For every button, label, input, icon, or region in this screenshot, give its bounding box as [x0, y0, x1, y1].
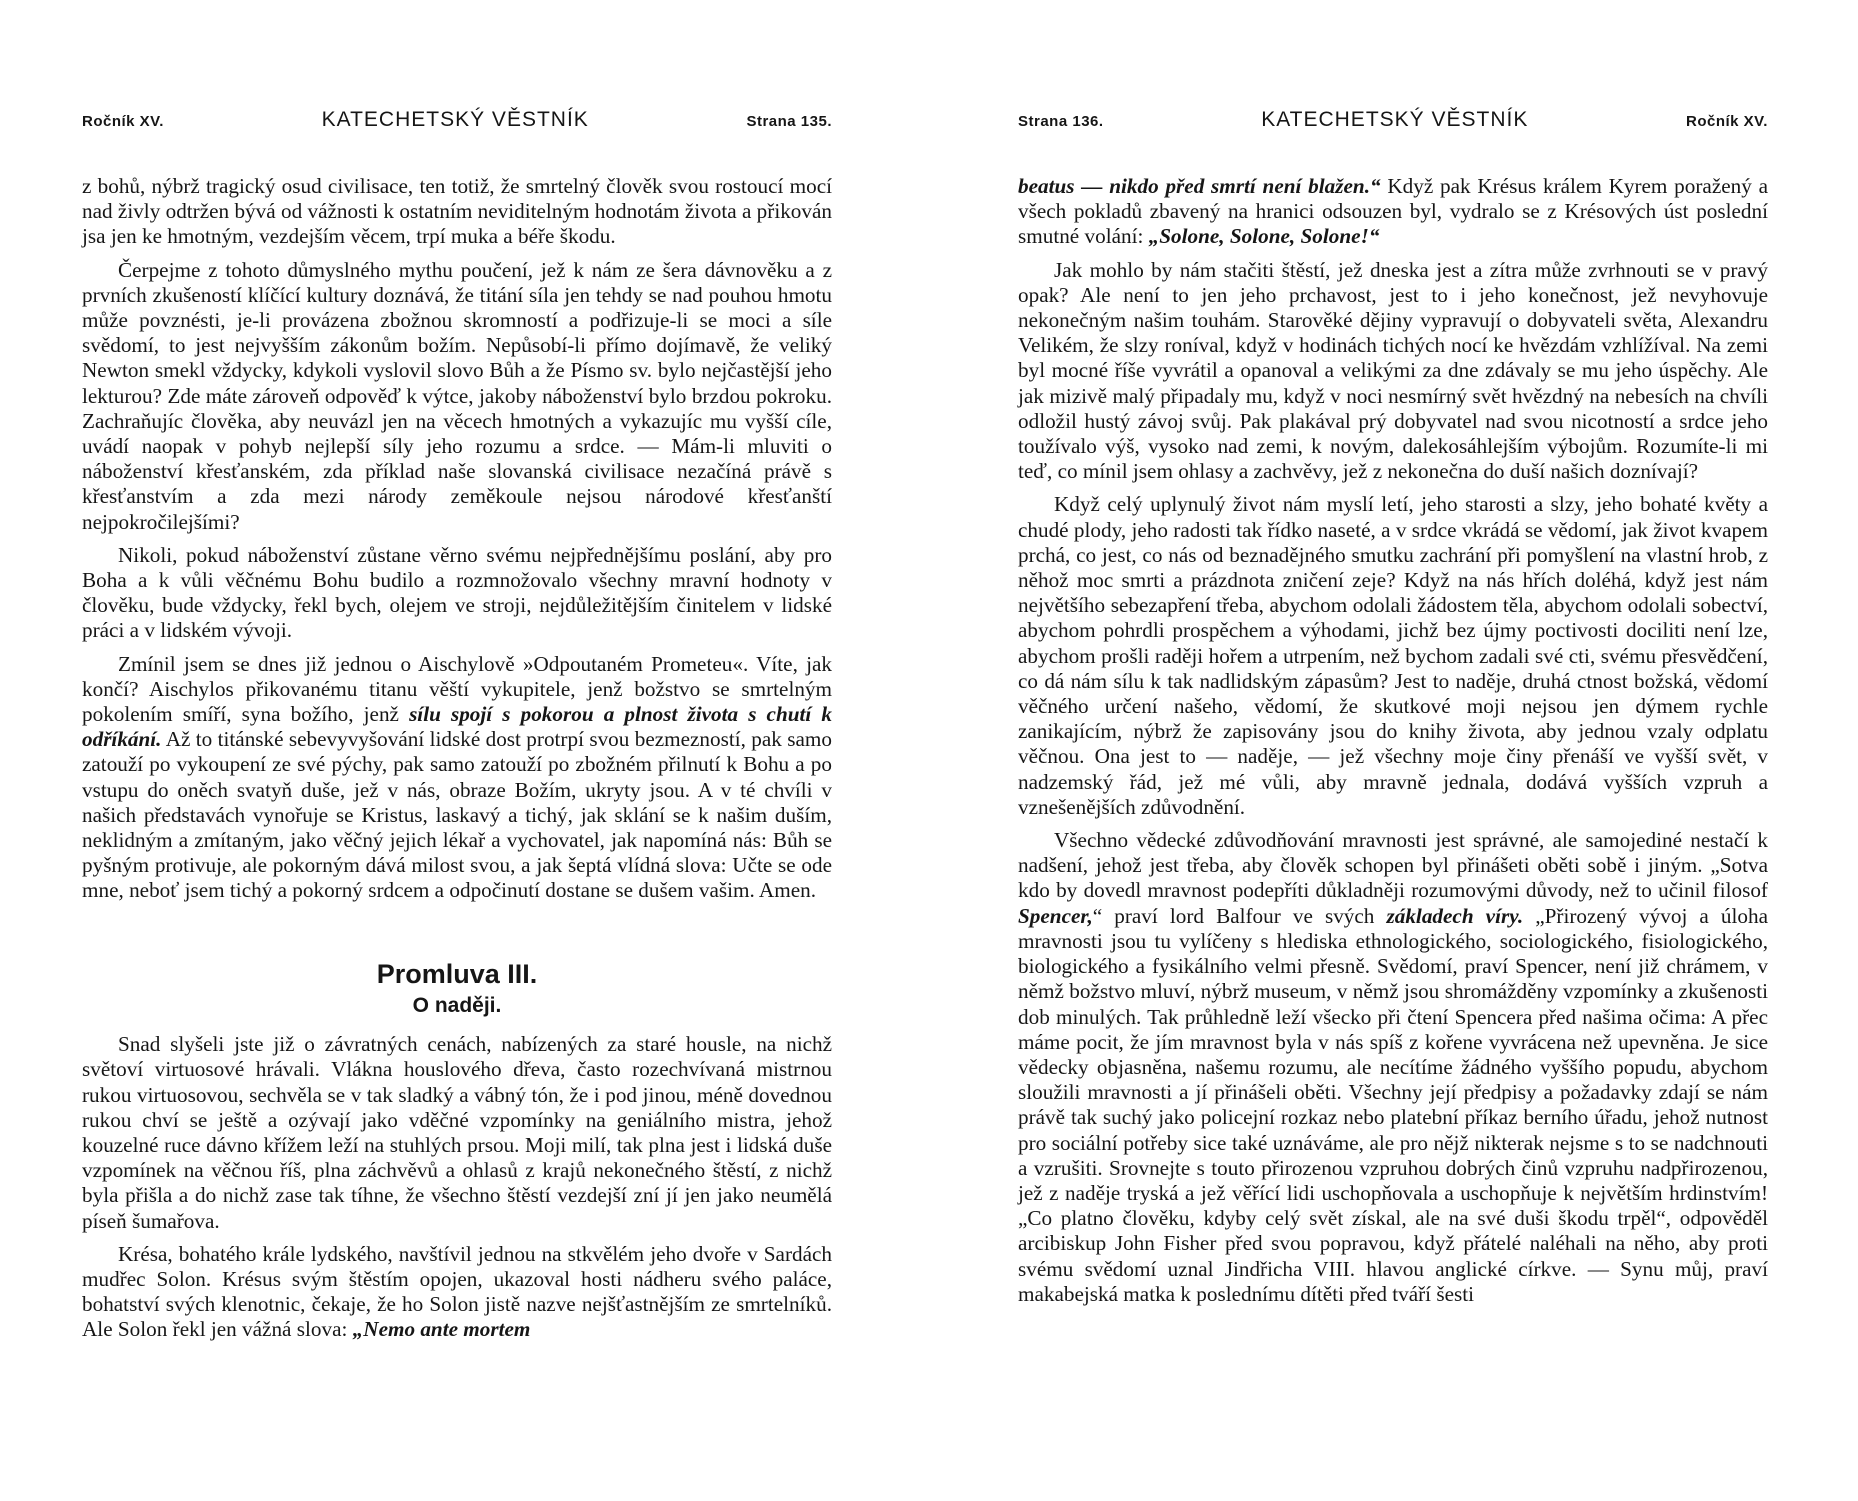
- text-run: Všechno vědecké zdůvodňování mravnosti jest správné, ale samojediné nestačí k nadšení, jehož jest třeba, aby člověk schopen byl přinášeti oběti sobě i jiným. „Sotva kdo by dovedl mravnost podepříti důkladněji rozumovými důvody, než to učinil filosof: [1018, 828, 1768, 903]
- text-run: Zmínil jsem se dnes již jednou o Aischylově »Odpoutaném Prometeu«. Víte, jak končí? Aischylos přikovanému titanu věští vykupitele, jenž božstvo se smrtelným pokolením smíří, syna božího, jenž: [82, 651, 832, 727]
- paragraph: Když celý uplynulý život nám myslí letí, jeho starosti a slzy, jeho bohaté květy a chudé plody, jeho radosti tak řídko naseté, a v srdce vkrádá se vědomí, jak život kvapem prchá, co jest, co nás od beznadějného smutku zachrání při pomyšlení na vlastní hrob, z něhož moc smrti a prázdnota zničení zeje? Když na nás hřích doléhá, když jest nám největšího sebezapření třeba, abychom odolali žádostem těla, abychom odolali sobectví, abychom pohrdli prospěchem a výhodami, jichž bez újmy poctivosti dociliti není lze, abychom prošli raději hořem a utrpením, než bychom zadali své cti, svému přesvědčení, co dá nám sílu k tak nadlidským zápasům? Jest to naděje, druhá ctnost božská, vědomí věčného určení našeho, vědomí, že skutkové moji nejsou jen dýmem rychle zanikajícím, nýbrž že zapisovány jsou do knihy života, aby jednou vzaly odplatu věčnou. Ona jest to — naděje, — jež všechny moje činy přenáší ve vyšší svět, v nadzemský řád, jež mé vůli, aby mravně jednala, dodává vyšších vzpruh a vznešenějších zdůvodnění.: [1018, 492, 1768, 819]
- emphasis: „Solone, Solone, Solone!“: [1148, 224, 1380, 249]
- paragraph: Jak mohlo by nám stačiti štěstí, jež dneska jest a zítra může zvrhnouti se v pravý opak? Ale není to jen jeho prchavost, jest to i jeho konečnost, jež nevyhovuje nekonečným našim touhám. Starověké dějiny vypravují o dobyvateli světa, Alexandru Velikém, že slzy roníval, když v hodinách tichých nocí ke hvězdám vzhlížíval. Na zemi byl mocné říše vyvrátil a opanoval a velikými za dne zdávaly se mu jeho úspěchy. Ale jak mizivě malý připadaly mu, když v noci nesmírný svět hvězdný na nebesích na chvíli odložil hustý závoj svůj. Pak plakával prý dobyvatel nad svou nicotností a srdce jeho toužívalo výš, vysoko nad zemi, k novým, dalekosáhlejším výbojům. Rozumíte-li mi teď, co mínil jsem ohlasy a zachvěvy, jež z nekonečna do duší našich doznívají?: [1018, 257, 1768, 484]
- paragraph: [82, 1242, 832, 1343]
- text-run: Krésa, bohatého krále lydského, navštívil jednou na stkvělém jeho dvoře v Sardách mudřec Solon. Krésus svým štěstím opojen, ukazoval hosti nádheru svého paláce, bohatství svých klenotnic, čekaje, že ho Solon jistě nazve nejšťastnějším ze smrtelníků. Ale Solon řekl jen vážná slova:: [82, 1241, 832, 1342]
- left-page: [82, 108, 832, 1468]
- paragraph: Nikoli, pokud náboženství zůstane věrno svému nejpřednějšímu poslání, aby pro Boha a k vůli věčnému Bohu budilo a rozmnožovalo všechny mravní hodnoty v člověku, bude vždycky, řekl bych, olejem ve stroji, nejdůležitějším činitelem v lidské práci a v lidském vývoji.: [82, 542, 832, 643]
- text-run: Když pak Krésus králem Kyrem poražený a všech pokladů zbavený na hranici odsouzen byl, vydralo se z Krésových úst poslední smutné volání:: [1018, 174, 1768, 249]
- emphasis: sílu spojí s pokorou a plnost života s chutí k odříkání.: [82, 702, 832, 752]
- emphasis: základech víry.: [1386, 903, 1524, 928]
- right-body-text: [1018, 174, 1768, 1307]
- text-run: “ praví lord Balfour ve svých: [1092, 903, 1387, 928]
- paragraph: z bohů, nýbrž tragický osud civilisace, ten totiž, že smrtelný člověk svou rostoucí mocí nad živly odtržen bývá od vážnosti k ostatním neviditelným hodnotám života a přikován jsa jen ke hmotným, vezdejším věcem, trpí muka a béře škodu.: [82, 174, 832, 249]
- left-body-text: [82, 174, 832, 1343]
- page-number: Strana 136.: [1018, 113, 1104, 130]
- sermon-title: Promluva III.: [376, 958, 538, 989]
- text-run: „Přirozený vývoj a úloha mravnosti jsou tu vylíčeny s hlediska ethnologického, sociologického, fisiologického, biologického a fysikálního velmi přesně. Svědomí, praví Spencer, není již chrámem, v němž božstvo mluví, nýbrž museum, v němž jsou shromážděny vzpomínky a zkušenosti dob minulých. Tak průhledně leží všecko při čtení Spencera před našima očima: A přec máme pocit, že jím mravnost byla v nás spíš z kořene vyvrácena než upevněna. Je sice vědecky objasněna, našemu rozumu, ale necítíme žádného vyššího popudu, abychom sloužili mravnosti a jí přinášeli oběti. Všechny její předpisy a požadavky zdají se nám právě tak suchý jako policejní rozkaz nebo platební příkaz berního úřadu, jehož nutnost pro sociální potřeby sice také uznáváme, ale pro nějž nikterak nejsme s to se nadchnouti a vzrušiti. Srovnejte s touto přirozenou vzpruhou dobrých činů vzpruhu nadpřirozenou, jež z naděje tryská a jež věřící lidi uschopňovala a uschopňuje k největším hrdinstvím! „Co platno člověku, kdyby celý svět získal, ale na své duši škodu trpěl“, odpověděl arcibiskup John Fisher před svou popravou, když přátelé naléhali na něho, aby proti svému svědomí uznal Jindřicha VIII. hlavou anglické církve. — Synu můj, praví makabejská matka k poslednímu dítěti před tváří šesti: [1018, 903, 1768, 1306]
- paragraph: [1018, 174, 1768, 250]
- sermon-subtitle: O naději.: [412, 993, 502, 1017]
- emphasis: Spencer,: [1018, 903, 1093, 928]
- left-running-header: [82, 108, 832, 148]
- right-page: [1018, 108, 1768, 1468]
- paragraph: [1018, 828, 1768, 1307]
- journal-title: KATECHETSKÝ VĚSTNÍK: [1261, 108, 1529, 131]
- right-running-header: [1018, 108, 1768, 148]
- page-number: Strana 135.: [746, 113, 832, 130]
- paragraph: Čerpejme z tohoto důmyslného mythu poučení, jež k nám ze šera dávnověku a z prvních zkušeností klíčící kultury doznává, že titání síla jen tehdy se nad pouhou hmotu může povznésti, je-li provázena zbožnou skromností a podřizuje-li se moci a síle svědomí, to jest nejvyšším zákonům božím. Nepůsobí-li přímo dojímavě, že veliký Newton smekl vždycky, kdykoli vyslovil slovo Bůh a že Písmo sv. bylo nejčastější jeho lekturou? Zde máte zároveň odpověď k výtce, jakoby náboženství bylo brzdou pokroku. Zachraňujíc člověka, aby neuvázl jen na věcech hmotných a vykazujíc mu vyšší cíle, uvádí naopak v pohyb nejlepší síly jeho rozumu a srdce. — Mám-li mluviti o náboženství křesťanském, zda příklad naše slovanská civilisace nezačíná právě s křesťanstvím a zda mezi národy zeměkoule nejsou národové křesťanští nejpokročilejšími?: [82, 257, 832, 534]
- journal-title: KATECHETSKÝ VĚSTNÍK: [321, 108, 589, 131]
- paragraph: [82, 652, 832, 904]
- paragraph: Snad slyšeli jste již o závratných cenách, nabízených za staré housle, na nichž světoví virtuosové hrávali. Vlákna houslového dřeva, často rozechvívaná mistrnou rukou virtuosovou, sechvěla se v tak sladký a vábný tón, že i pod jinou, méně dovednou rukou chví se ještě a ozývají jako vděčné vzpomínky na geniálního mistra, jehož kouzelné ruce dávno křížem leží na stuhlých prsou. Moji milí, tak plna jest i lidská duše vzpomínek na věčnou říš, plna záchvěvů a ohlasů z krajů nekonečného štěstí, z nichž byla přišla a do nichž zase tak tíhne, že všechno štěstí vezdejší zní jí jen jako neumělá píseň šumařova.: [82, 1032, 832, 1233]
- emphasis: „Nemo ante mortem: [352, 1317, 531, 1342]
- volume-label: Ročník XV.: [82, 113, 164, 130]
- text-run: Až to titánské sebevyvyšování lidské dost protrpí svou bezmezností, pak samo zatouží po vykoupení ze své pýchy, pak samo zatouží po zbožném přilnutí k Bohu a po vstupu do oněch svatyň duše, jež v nás, obraze Božím, ukryty jsou. A v té chvíli v našich představách vynořuje se Kristus, laskavý a tichý, jak sklání se k našim duším, neklidným a zmítaným, jako věčný jejich lékař a vychovatel, jak napomíná nás: Bůh se pyšným protivuje, ale pokorným dává milost svou, a jak šeptá vlídná slova: Učte se ode mne, neboť jsem tichý a pokorný srdcem a odpočinutí dostane se dušem vašim. Amen.: [82, 727, 832, 903]
- volume-label: Ročník XV.: [1686, 113, 1768, 130]
- emphasis: beatus — nikdo před smrtí není blažen.“: [1018, 174, 1381, 198]
